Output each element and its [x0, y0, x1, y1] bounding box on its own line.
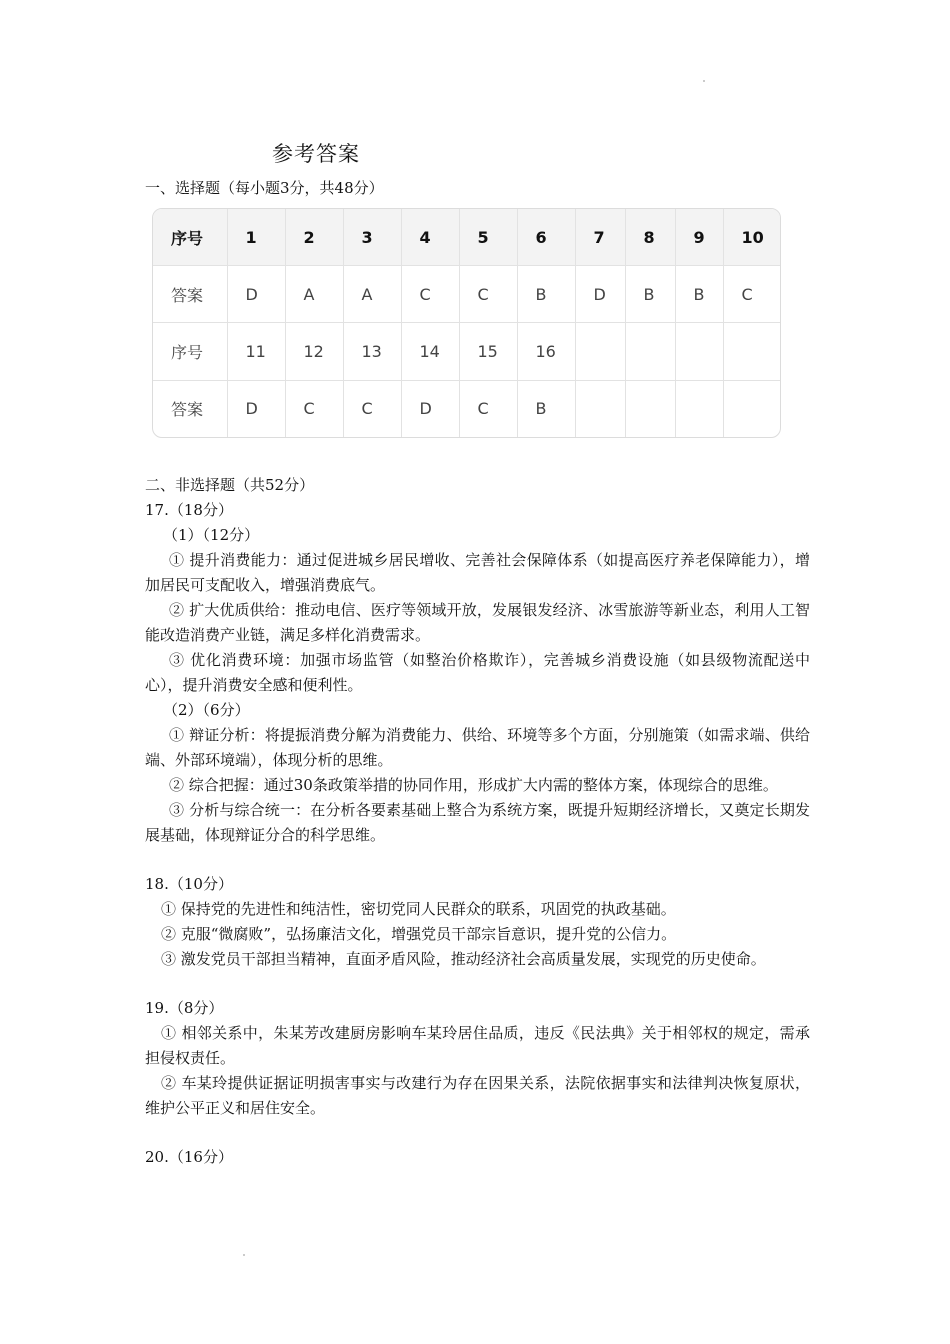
q17-part-1-title: （1）（12分）	[163, 526, 260, 544]
question-18-title: 18.（10分）	[145, 875, 233, 893]
row-label: 答案	[153, 380, 227, 437]
table-cell: 12	[285, 323, 343, 380]
q18-point-3: ③ 激发党员干部担当精神，直面矛盾风险，推动经济社会高质量发展，实现党的历史使命。	[161, 950, 766, 968]
table-cell: 11	[227, 323, 285, 380]
q17-part-1-point-2: ② 扩大优质供给：推动电信、医疗等领域开放，发展银发经济、冰雪旅游等新业态，利用人工智能改造消费产业链，满足多样化消费需求。	[145, 601, 810, 644]
q18-point-1: ① 保持党的先进性和纯洁性，密切党同人民群众的联系，巩固党的执政基础。	[161, 900, 676, 918]
table-cell: 16	[517, 323, 575, 380]
table-cell: 8	[625, 209, 675, 266]
table-cell: C	[343, 380, 401, 437]
table-cell: 7	[575, 209, 625, 266]
section-2-heading: 二、非选择题（共52分）	[145, 476, 315, 494]
table-cell: C	[459, 380, 517, 437]
table-cell: 14	[401, 323, 459, 380]
row-label: 答案	[153, 266, 227, 323]
table-cell: D	[227, 380, 285, 437]
table-cell: D	[575, 266, 625, 323]
q17-part-2-title: （2）（6分）	[163, 701, 250, 719]
q17-part-1-point-1: ① 提升消费能力：通过促进城乡居民增收、完善社会保障体系（如提高医疗养老保障能力），增加居民可支配收入，增强消费底气。	[145, 551, 810, 594]
row-label: 序号	[153, 209, 227, 266]
table-row	[153, 209, 780, 266]
table-cell: 9	[675, 209, 723, 266]
table-cell: B	[517, 380, 575, 437]
row-label: 序号	[153, 323, 227, 380]
table-cell: 4	[401, 209, 459, 266]
table-cell: D	[401, 380, 459, 437]
table-cell: A	[343, 266, 401, 323]
section-2	[145, 473, 810, 1170]
q17-part-2-point-3: ③ 分析与综合统一：在分析各要素基础上整合为系统方案，既提升短期经济增长，又奠定长期发展基础，体现辩证分合的科学思维。	[145, 801, 810, 844]
table-cell: 13	[343, 323, 401, 380]
table-cell	[675, 380, 723, 437]
q17-part-2-point-1: ① 辩证分析：将提振消费分解为消费能力、供给、环境等多个方面，分别施策（如需求端、供给端、外部环境端），体现分析的思维。	[145, 726, 810, 769]
table-cell	[723, 380, 780, 437]
table-cell: 15	[459, 323, 517, 380]
q19-point-1: ① 相邻关系中，朱某芳改建厨房影响车某玲居住品质，违反《民法典》关于相邻权的规定，需承担侵权责任。	[145, 1024, 810, 1067]
q17-part-2-point-2: ② 综合把握：通过30条政策举措的协同作用，形成扩大内需的整体方案，体现综合的思维。	[169, 776, 778, 794]
q19-point-2: ② 车某玲提供证据证明损害事实与改建行为存在因果关系，法院依据事实和法律判决恢复原状，维护公平正义和居住安全。	[145, 1074, 810, 1117]
table-cell: 6	[517, 209, 575, 266]
question-20-title: 20.（16分）	[145, 1148, 233, 1166]
table-cell: 3	[343, 209, 401, 266]
scan-speck	[243, 1254, 245, 1256]
table-cell	[723, 323, 780, 380]
table-cell	[675, 323, 723, 380]
scan-speck	[703, 80, 705, 82]
table-cell: 5	[459, 209, 517, 266]
q18-point-2: ② 克服“微腐败”，弘扬廉洁文化，增强党员干部宗旨意识，提升党的公信力。	[161, 925, 677, 943]
table-cell	[575, 380, 625, 437]
table-cell: B	[517, 266, 575, 323]
table-cell: C	[285, 380, 343, 437]
table-cell	[575, 323, 625, 380]
table-row	[153, 323, 780, 380]
page-title: 参考答案	[272, 142, 360, 166]
table-cell: B	[625, 266, 675, 323]
table-row	[153, 266, 780, 323]
table-cell: B	[675, 266, 723, 323]
question-17-title: 17.（18分）	[145, 501, 233, 519]
table-row	[153, 380, 780, 437]
q17-part-1-point-3: ③ 优化消费环境：加强市场监管（如整治价格欺诈），完善城乡消费设施（如县级物流配送中心），提升消费安全感和便利性。	[145, 651, 810, 694]
question-19-title: 19.（8分）	[145, 999, 224, 1017]
table-cell: 2	[285, 209, 343, 266]
section-1-heading: 一、选择题（每小题3分，共48分）	[145, 179, 384, 197]
table-cell	[625, 323, 675, 380]
table-cell: 10	[723, 209, 780, 266]
table-cell: C	[459, 266, 517, 323]
table-cell: 1	[227, 209, 285, 266]
table-cell: D	[227, 266, 285, 323]
table-cell	[625, 380, 675, 437]
table-cell: C	[723, 266, 780, 323]
table-cell: A	[285, 266, 343, 323]
table-cell: C	[401, 266, 459, 323]
answer-table	[152, 208, 781, 438]
